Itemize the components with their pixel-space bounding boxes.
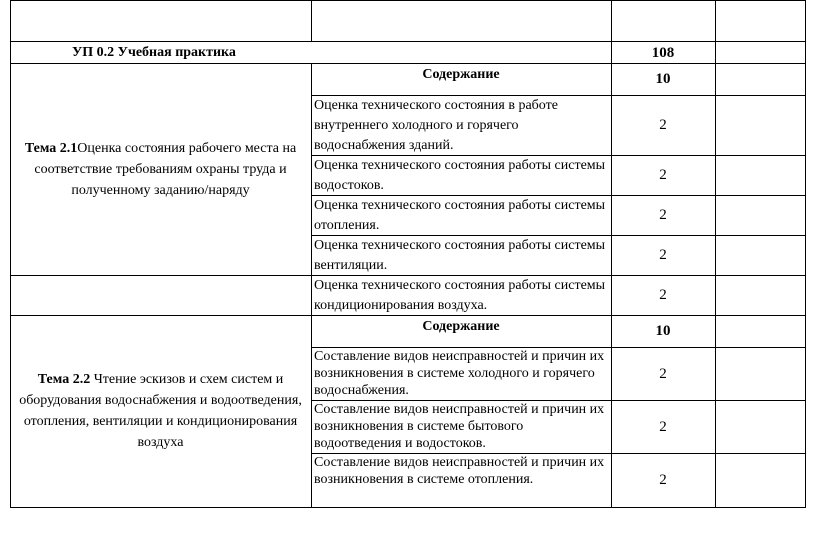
topic-1-label (10, 63, 311, 275)
topic-1-item-4-hours: 2 (659, 247, 667, 263)
topic-2-label (10, 315, 311, 507)
topic-1-item-3-hours: 2 (659, 207, 667, 223)
topic-1-label-text (16, 138, 305, 201)
topic-1-content-header: Содержание (422, 67, 500, 82)
topic-1-content-hours: 10 (655, 71, 671, 87)
topic-2-item-2: Составление видов неисправностей и причин их возникновения в системе бытового водоотведения и водостоков. (314, 402, 605, 451)
topic-1-item-1-hours: 2 (659, 117, 667, 133)
topic-1-item-5: Оценка технического состояния работы системы кондиционирования воздуха. (314, 278, 606, 313)
topic-2-item-3: Составление видов неисправностей и причин их возникновения в системе отопления. (314, 455, 605, 487)
topic-2-item-1-hours: 2 (659, 365, 667, 382)
topic-2-item-3-hours: 2 (659, 472, 667, 488)
topic-1-title: Оценка состояния рабочего места на соответствие требованиям охраны труда и полученному заданию/наряду (34, 140, 297, 198)
topic-2-item-1: Составление видов неисправностей и причин их возникновения в системе холодного и горячего водоснабжения. (314, 349, 605, 398)
topic-2-title: Чтение эскизов и схем систем и оборудования водоснабжения и водоотведения, отопления, вентиляции и кондиционирования воздуха (19, 372, 302, 450)
topic-2-content-header: Содержание (422, 319, 500, 334)
practice-hours: 108 (651, 44, 675, 61)
row-border (10, 507, 806, 508)
topic-1-number: Тема 2.1 (24, 140, 78, 156)
topic-1-item-5-hours: 2 (659, 287, 667, 303)
practice-title: УП 0.2 Учебная практика (72, 45, 236, 60)
topic-2-number: Тема 2.2 (37, 372, 91, 387)
topic-1-item-2-hours: 2 (659, 167, 667, 183)
column-border (805, 0, 806, 508)
topic-1-item-3: Оценка технического состояния работы системы отопления. (314, 198, 606, 233)
topic-1-item-4: Оценка технического состояния работы системы вентиляции. (314, 238, 606, 273)
column-border (311, 0, 312, 42)
topic-2-item-2-hours: 2 (659, 418, 667, 435)
topic-2-content-hours: 10 (655, 323, 671, 339)
column-border (715, 0, 716, 508)
topic-1-item-1: Оценка технического состояния в работе внутреннего холодного и горячего водоснабжения зданий. (314, 98, 558, 153)
row-border (10, 0, 806, 1)
topic-2-label-text (16, 369, 305, 453)
topic-1-item-2: Оценка технического состояния работы системы водостоков. (314, 158, 606, 193)
